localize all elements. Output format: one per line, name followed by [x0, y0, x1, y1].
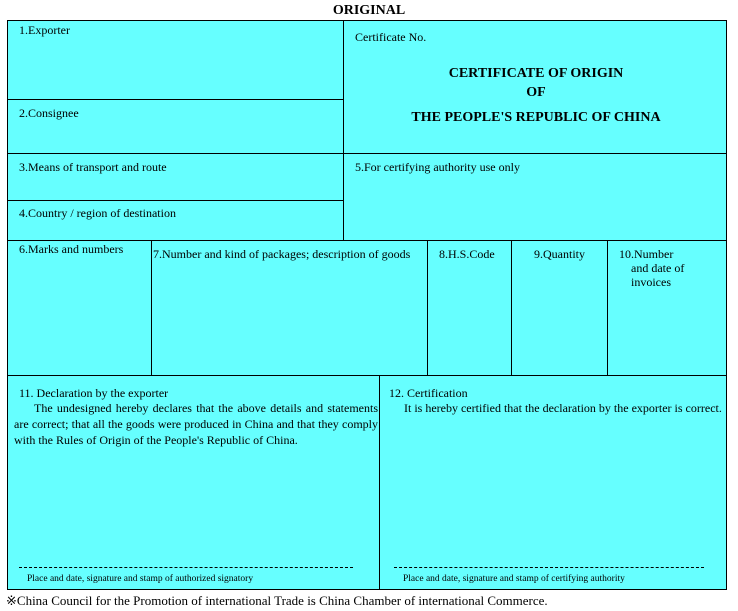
- exporter-signature-caption: Place and date, signature and stamp of authorized signatory: [27, 574, 254, 584]
- invoice-label-line1: 10.Number: [619, 247, 674, 261]
- declaration-title: 11. Declaration by the exporter: [19, 386, 169, 400]
- invoice-label-line2: and date of: [631, 261, 685, 275]
- divider-transport-destination: [8, 200, 343, 201]
- authority-use-label: 5.For certifying authority use only: [355, 160, 520, 174]
- transport-label: 3.Means of transport and route: [19, 160, 167, 174]
- hs-code-label: 8.H.S.Code: [439, 247, 495, 261]
- quantity-label: 9.Quantity: [534, 247, 585, 261]
- divider-col-7: [151, 240, 152, 375]
- divider-col-9: [511, 240, 512, 375]
- exporter-signature-line: [19, 567, 353, 568]
- divider-goods-header: [8, 240, 726, 241]
- certificate-title-line1: CERTIFICATE OF ORIGIN: [448, 66, 624, 81]
- certificate-form: [7, 20, 727, 590]
- divider-exporter-consignee: [8, 99, 343, 100]
- declaration-text: The undesigned hereby declares that the above details and statements are correct; that all the goods were produced in China and that they comply with the Rules of Origin of the People's Republic of China.: [14, 401, 378, 447]
- divider-col-8: [427, 240, 428, 375]
- certification-text: It is hereby certified that the declaration by the exporter is correct.: [404, 401, 722, 415]
- original-label: ORIGINAL: [332, 3, 406, 18]
- authority-signature-caption: Place and date, signature and stamp of certifying authority: [403, 574, 625, 584]
- destination-label: 4.Country / region of destination: [19, 206, 176, 220]
- certificate-title-line2: OF: [526, 85, 546, 100]
- divider-col-10: [607, 240, 608, 375]
- divider-consignee-transport: [8, 153, 726, 154]
- divider-declaration: [8, 375, 726, 376]
- exporter-label: 1.Exporter: [19, 23, 70, 37]
- invoice-label-line3: invoices: [631, 275, 671, 289]
- certificate-no-label: Certificate No.: [355, 30, 427, 44]
- certification-title: 12. Certification: [389, 386, 468, 400]
- packages-label: 7.Number and kind of packages; description of goods: [153, 247, 411, 261]
- divider-declaration-certification: [379, 375, 380, 589]
- certificate-title-line3: THE PEOPLE'S REPUBLIC OF CHINA: [411, 110, 661, 125]
- authority-signature-line: [394, 567, 704, 568]
- footer-note: ※China Council for the Promotion of international Trade is China Chamber of international Commerce.: [6, 593, 548, 608]
- consignee-label: 2.Consignee: [19, 106, 79, 120]
- divider-right-column: [343, 21, 344, 240]
- declaration-text-block: [14, 400, 378, 448]
- marks-label: 6.Marks and numbers: [19, 242, 124, 256]
